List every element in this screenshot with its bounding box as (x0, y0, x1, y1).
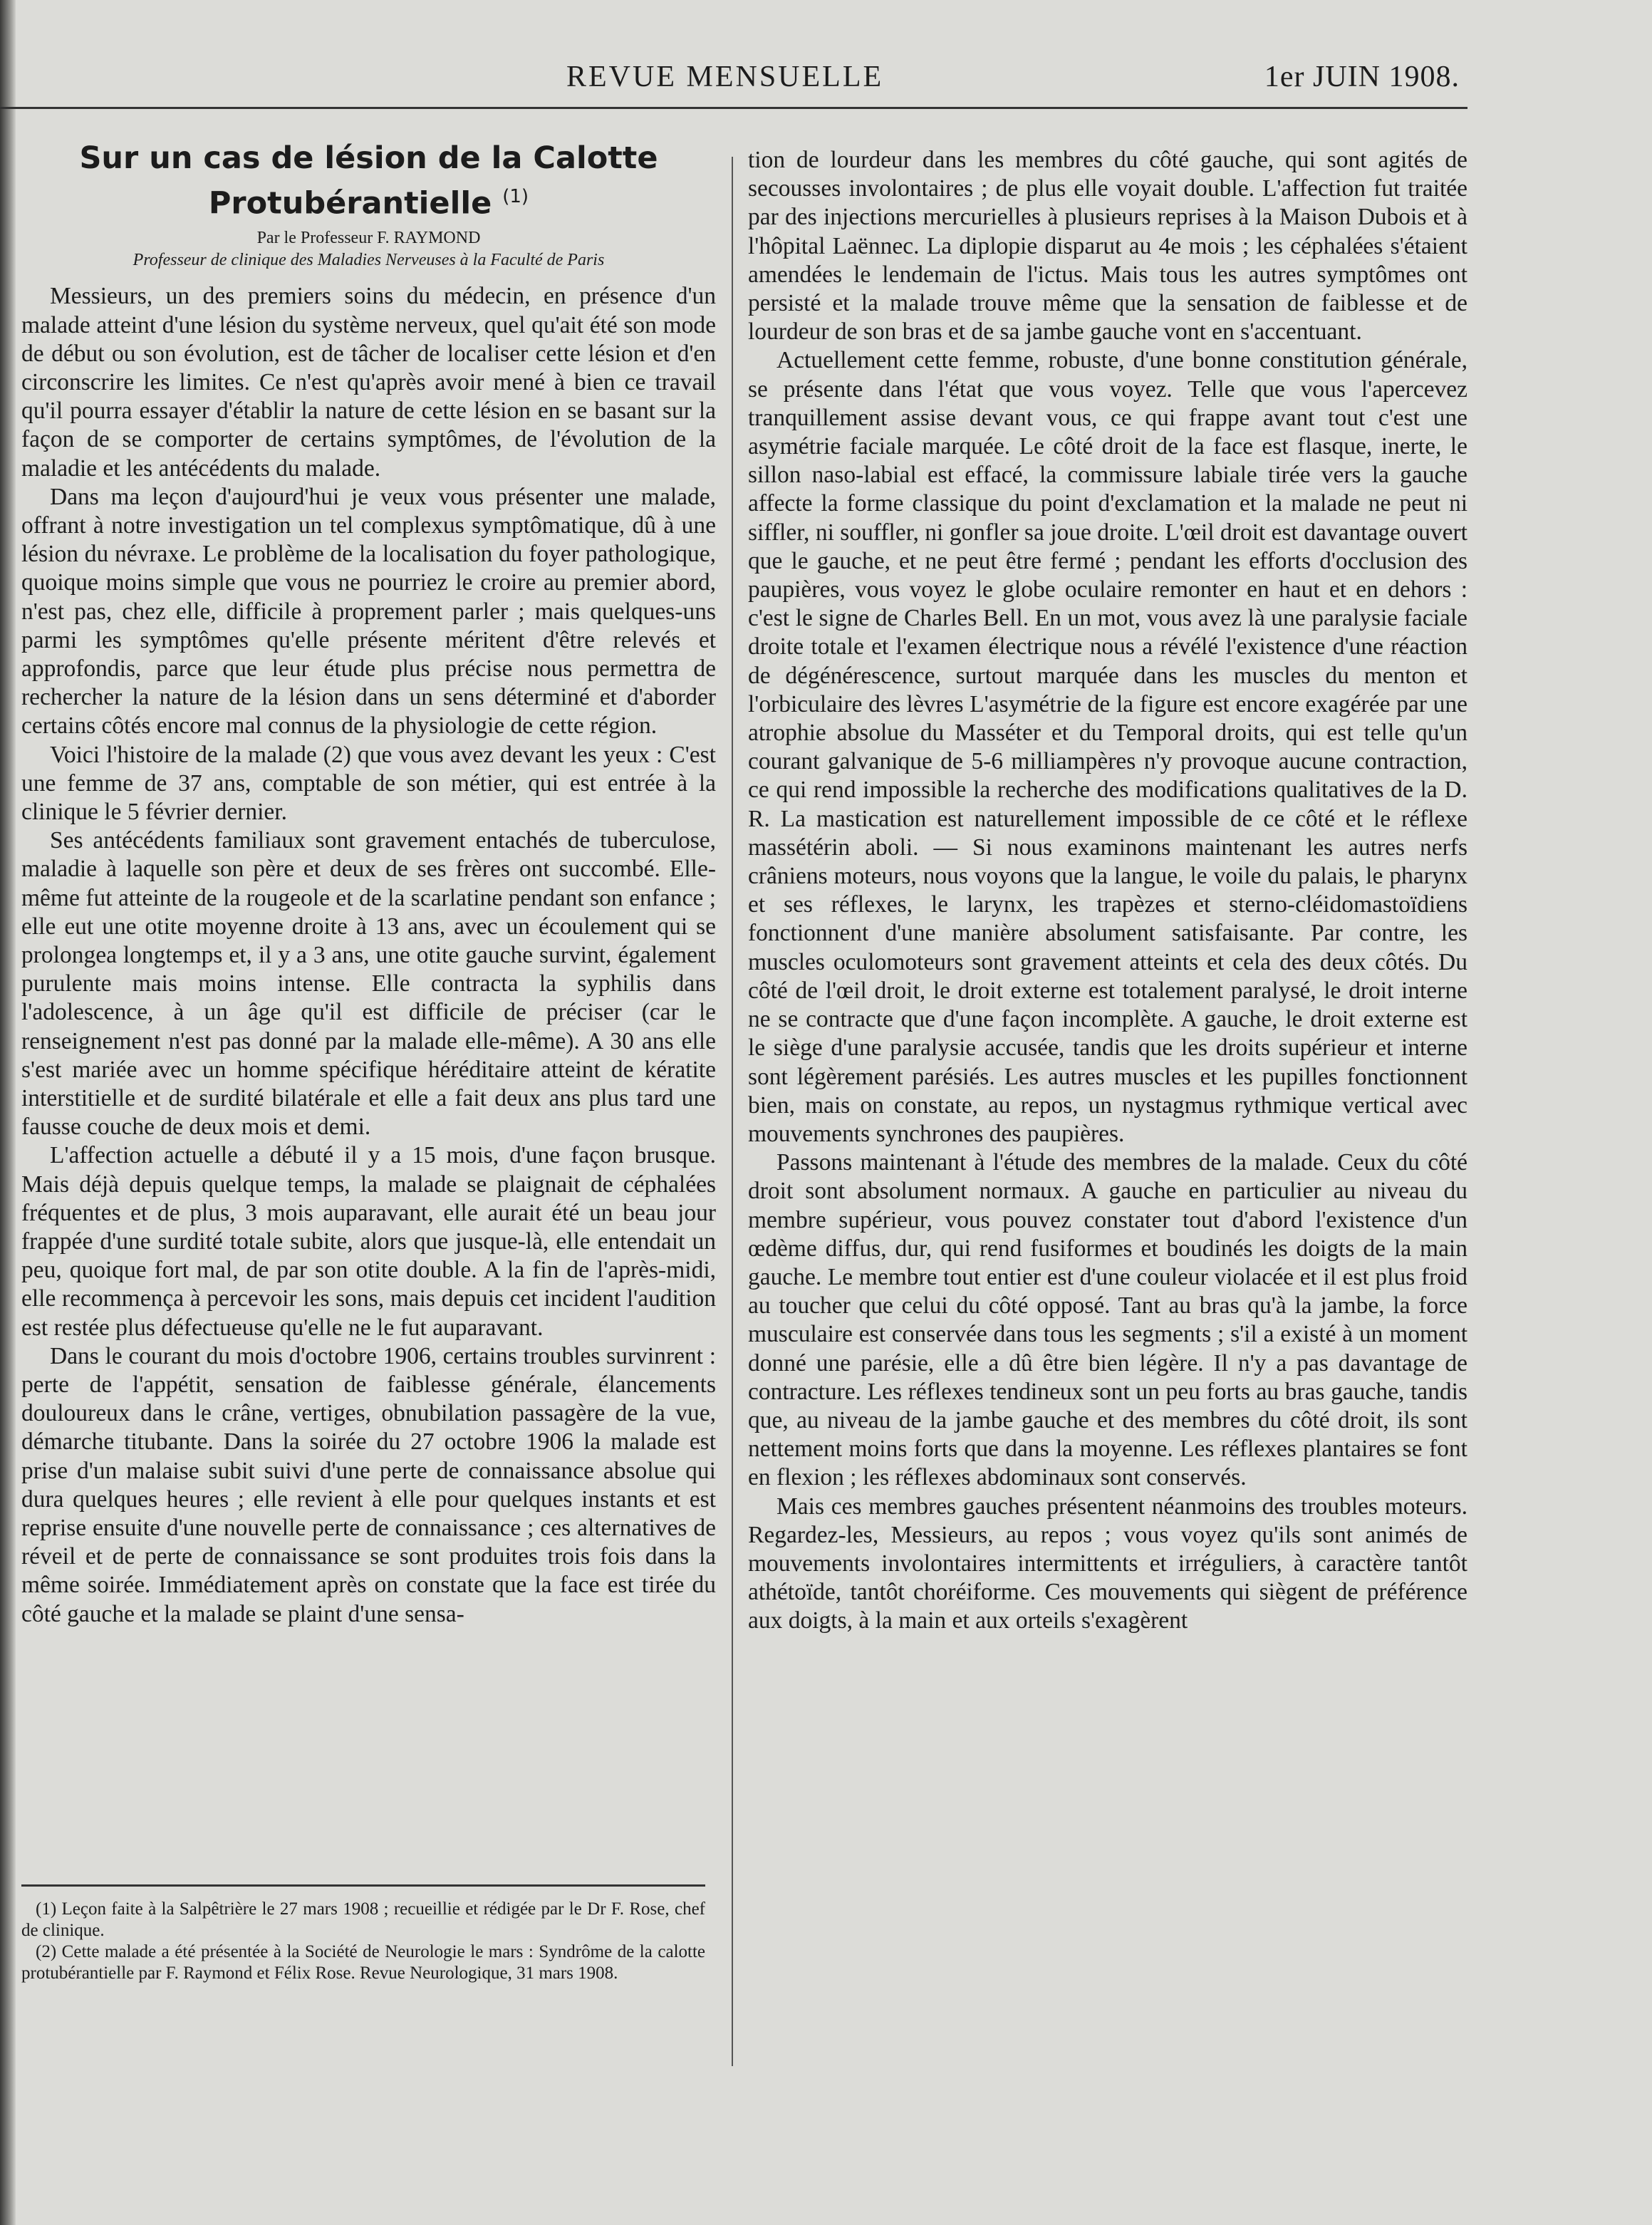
paragraph: Dans ma leçon d'aujourd'hui je veux vous présenter une malade, offrant à notre investigation un tel complexus symptômatique, dû à une lésion du névraxe. Le problème de la localisation du foyer pathologique, quoique moins simple que vous ne pourriez le croire au premier abord, n'est pas, chez elle, difficile à proprement parler ; mais quelques-uns parmi les symptômes qu'elle présente méritent d'être relevés et approfondis, parce que leur étude plus précise nous permettra de rechercher la nature de la lésion dans un sens déterminé et d'aborder certains côtés encore mal connus de la physiologie de cette région. (21, 483, 716, 740)
article-title (21, 139, 716, 222)
affiliation: Professeur de clinique des Maladies Nerveuses à la Faculté de Paris (133, 251, 605, 270)
column-divider (732, 157, 733, 2066)
paragraph: Actuellement cette femme, robuste, d'une bonne constitution générale, se présente dans l'état que vous voyez. Telle que vous l'apercevez tranquillement assise devant vous, ce qui frappe avant tout c'est une asymétrie faciale marquée. Le côté droit de la face est flasque, inerte, le sillon naso-labial est effacé, la commissure labiale tirée vers la gauche affecte la forme classique du point d'exclamation et la malade ne peut ni siffler, ni souffler, ni gonfler sa joue droite. L'œil droit est davantage ouvert que le gauche, et ne peut être fermé ; pendant les efforts d'occlusion des paupières, vous voyez le globe oculaire remonter en haut et en dehors : c'est le signe de Charles Bell. En un mot, vous avez là une paralysie faciale droite totale et l'examen électrique nous a révélé l'existence d'une réaction de dégénérescence, surtout marquée dans les muscles du menton et l'orbiculaire des lèvres L'asymétrie de la figure est encore exagérée par une atrophie absolue du Masséter et du Temporal droits, qui est telle qu'un courant galvanique de 5-6 milliampères n'y provoque aucune contraction, ce qui rend impossible la recherche des modifications qualitatives de la D. R. La mastication est naturellement impossible de ce côté et le réflexe massétérin aboli. — Si nous examinons maintenant les autres nerfs crâniens moteurs, nous voyons que la langue, le voile du palais, le pharynx et ses réflexes, le larynx, les trapèzes et sterno-cléidomastoïdiens fonctionnent d'une manière absolument satisfaisante. Par contre, les muscles oculomoteurs sont gravement atteints et cela des deux côtés. Du côté de l'œil droit, le droit externe est totalement paralysé, le droit interne ne se contracte que d'une façon incomplète. A gauche, le droit externe est le siège d'une paralysie accusée, tandis que les droits supérieur et interne sont légèrement parésiés. Les autres muscles et les pupilles fonctionnent bien, mais on constate, au repos, un nystagmus rythmique vertical avec mouvements synchrones des paupières. (748, 347, 1467, 1147)
paragraph: Voici l'histoire de la malade (2) que vous avez devant les yeux : C'est une femme de 37 ans, comptable de son métier, qui est entrée à la clinique le 5 février dernier. (21, 741, 716, 825)
header-rule (0, 107, 1467, 109)
left-column (21, 139, 716, 1629)
page-header (0, 60, 1652, 110)
paragraph: L'affection actuelle a débuté il y a 15 mois, d'une façon brusque. Mais déjà depuis quelque temps, la malade se plaignait de céphalées fréquentes et de plus, 3 mois auparavant, elle aurait été un beau jour frappée d'une surdité totale subite, alors que jusque-là, elle entendait un peu, quoique fort mal, de par son otite double. A la fin de l'après-midi, elle recommença à percevoir les sons, mais depuis cet incident l'audition est restée plus défectueuse qu'elle ne le fut auparavant. (21, 1142, 716, 1341)
footnote: (2) Cette malade a été présentée à la Société de Neurologie le mars : Syndrôme de la calotte protubérantielle par F. Raymond et Félix Rose. Revue Neurologique, 31 mars 1908. (21, 1942, 705, 1983)
paragraph: Dans le courant du mois d'octobre 1906, certains troubles survinrent : perte de l'appétit, sensation de faiblesse générale, élancements douloureux dans le crâne, vertiges, obnubilation passagère de la vue, démarche titubante. Dans la soirée du 27 octobre 1906 la malade est prise d'un malaise subit suivi d'une perte de connaissance absolue qui dura quelques heures ; elle revient à elle pour quelques instants et est reprise ensuite d'une nouvelle perte de connaissance ; ces alternatives de réveil et de perte de connaissance se sont produites trois fois dans la même soirée. Immédiatement après on constate que la face est tirée du côté gauche et la malade se plaint d'une sensa- (21, 1342, 716, 1627)
paragraph: tion de lourdeur dans les membres du côté gauche, qui sont agités de secousses involontaires ; de plus elle voyait double. L'affection fut traitée par des injections mercurielles à plusieurs reprises à la Maison Dubois et à l'hôpital Laënnec. La diplopie disparut au 4e mois ; les céphalées s'étaient amendées le lendemain de l'ictus. Mais tous les autres symptômes ont persisté et la malade trouve même que la sensation de faiblesse et de lourdeur de son bras et de sa jambe gauche vont en s'accentuant. (748, 147, 1467, 346)
right-column-text (748, 146, 1467, 1636)
paragraph: Messieurs, un des premiers soins du médecin, en présence d'un malade atteint d'une lésion du système nerveux, quel qu'ait été son mode de début ou son évolution, est de tâcher de localiser cette lésion et d'en circonscrire les limites. Ce n'est qu'après avoir mené à bien ce travail qu'il pourra essayer d'établir la nature de cette lésion en se basant sur la façon de se comporter de certains symptômes, de l'évolution de la maladie et les antécédents du malade. (21, 283, 716, 482)
footnotes (21, 1899, 705, 1984)
byline: Par le Professeur F. RAYMOND (256, 229, 481, 248)
issue-date: 1er JUIN 1908. (1264, 61, 1460, 93)
running-head: REVUE MENSUELLE (566, 61, 884, 93)
page-edge-shadow (0, 0, 16, 2225)
article-title-text: Sur un cas de lésion de la Calotte Protubérantielle (79, 140, 658, 222)
paragraph: Mais ces membres gauches présentent néanmoins des troubles moteurs. Regardez-les, Messieurs, au repos ; vous voyez qu'ils sont animés de mouvements involontaires intermittents et irréguliers, à caractère tantôt athétoïde, tantôt choréiforme. Ces mouvements qui siègent de préférence aux doigts, à la main et aux orteils s'exagèrent (748, 1493, 1467, 1634)
footnote: (1) Leçon faite à la Salpêtrière le 27 mars 1908 ; recueillie et rédigée par le Dr F. Rose, chef de clinique. (21, 1899, 705, 1940)
right-column (748, 146, 1467, 1636)
left-column-text (21, 282, 716, 1629)
footnote-rule (21, 1884, 705, 1887)
title-note-ref: (1) (502, 186, 529, 207)
paragraph: Ses antécédents familiaux sont gravement entachés de tuberculose, maladie à laquelle son père et deux de ses frères ont succombé. Elle-même fut atteinte de la rougeole et de la scarlatine pendant son enfance ; elle eut une otite moyenne droite à 13 ans, avec un écoulement qui se prolongea longtemps et, il y a 3 ans, une otite gauche survint, également purulente mais moins intense. Elle contracta la syphilis dans l'adolescence, à un âge qu'il est difficile de préciser (car le renseignement n'est pas donné par la malade elle-même). A 30 ans elle s'est mariée avec un homme spécifique héréditaire atteint de kératite interstitielle et de surdité bilatérale et elle a fait deux ans plus tard une fausse couche de deux mois et demi. (21, 827, 716, 1141)
paragraph: Passons maintenant à l'étude des membres de la malade. Ceux du côté droit sont absolument normaux. A gauche en particulier au niveau du membre supérieur, vous pouvez constater tout d'abord l'existence d'un œdème diffus, dur, qui rend fusiformes et boudinés les doigts de la main gauche. Le membre tout entier est d'une couleur violacée et il est plus froid au toucher que celui du côté opposé. Tant au bras qu'à la jambe, la force musculaire est conservée dans tous les segments ; s'il a existé à un moment donné une parésie, elle a dû être bien légère. Il n'y a pas davantage de contracture. Les réflexes tendineux sont un peu forts au bras gauche, tandis que, au niveau de la jambe gauche et des membres du côté droit, ils sont nettement moins forts que dans la moyenne. Les réflexes plantaires se font en flexion ; les réflexes abdominaux sont conservés. (748, 1149, 1467, 1491)
